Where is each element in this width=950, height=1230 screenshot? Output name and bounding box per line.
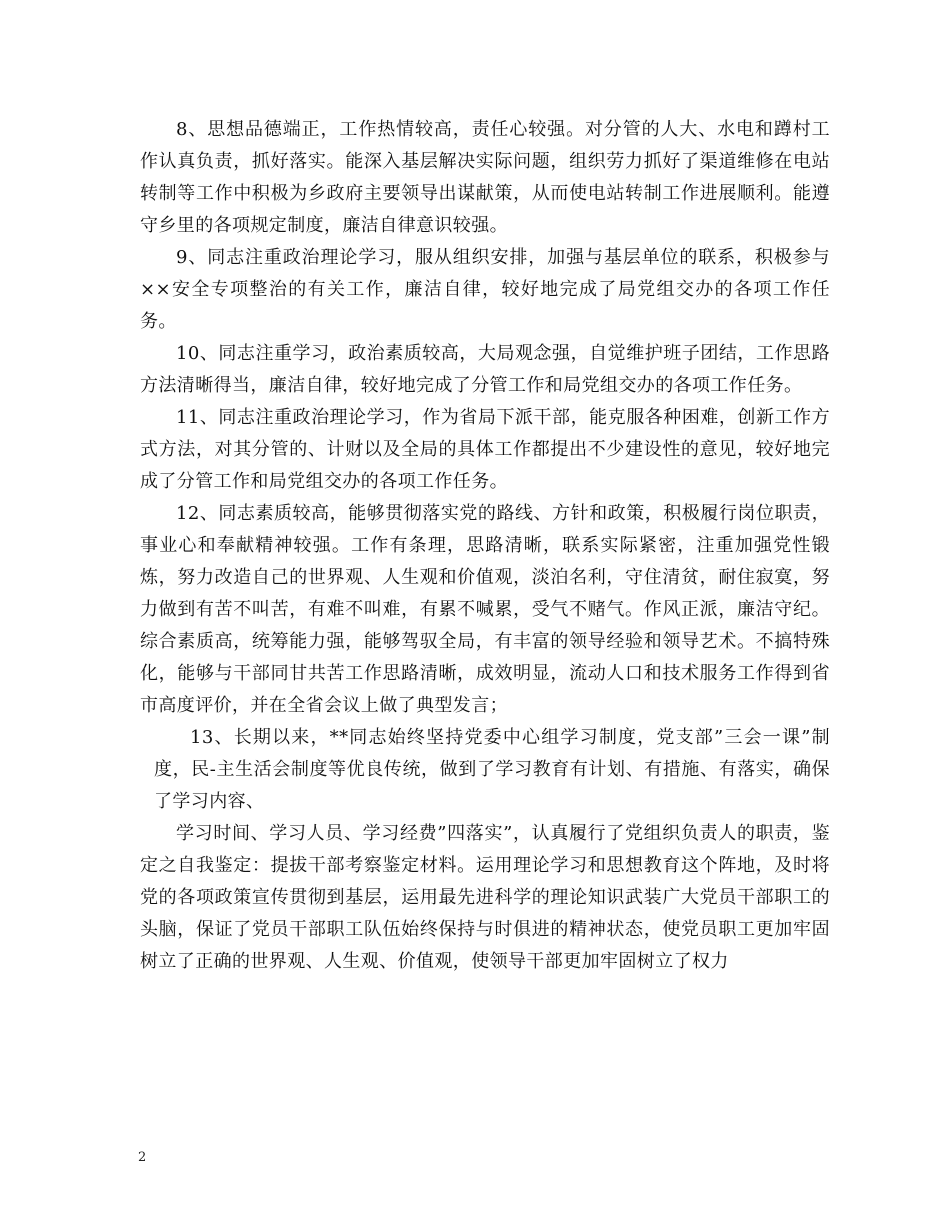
paragraph-12: 12、同志素质较高，能够贯彻落实党的路线、方针和政策，积极履行岗位职责，事业心和奉献精神较强。工作有条理，思路清晰，联系实际紧密，注重加强党性锻炼，努力改造自己的世界观、人生观和价值观，淡泊名利，守住清贫，耐住寂寞，努力做到有苦不叫苦，有难不叫难，有累不喊累，受气不赌气。作风正派，廉洁守纪。综合素质高，统筹能力强，能够驾驭全局，有丰富的领导经验和领导艺术。不搞特殊化，能够与干部同甘共苦工作思路清晰，成效明显，流动人口和技术服务工作得到省市高度评价，并在全省会议上做了典型发言；	[140, 503, 830, 716]
paragraph-13: 13、长期以来，**同志始终坚持党委中心组学习制度，党支部”三会一课”制度，民-主生活会制度等优良传统，做到了学习教育有计划、有措施、有落实，确保了学习内容、	[154, 727, 830, 812]
paragraph-13-continued: 学习时间、学习人员、学习经费”四落实”，认真履行了党组织负责人的职责，鉴定之自我鉴定：提拔干部考察鉴定材料。运用理论学习和思想教育这个阵地，及时将党的各项政策宣传贯彻到基层，运用最先进科学的理论知识武装广大党员干部职工的头脑，保证了党员干部职工队伍始终保持与时俱进的精神状态，使党员职工更加牢固树立了正确的世界观、人生观、价值观，使领导干部更加牢固树立了权力	[140, 823, 830, 972]
document-body	[140, 114, 830, 978]
page-number: 2	[138, 1150, 147, 1165]
paragraph-8: 8、思想品德端正，工作热情较高，责任心较强。对分管的人大、水电和蹲村工作认真负责，抓好落实。能深入基层解决实际问题，组织劳力抓好了渠道维修在电站转制等工作中积极为乡政府主要领导出谋献策，从而使电站转制工作进展顺利。能遵守乡里的各项规定制度，廉洁自律意识较强。	[140, 119, 830, 236]
paragraph-9: 9、同志注重政治理论学习，服从组织安排，加强与基层单位的联系，积极参与××安全专项整治的有关工作，廉洁自律，较好地完成了局党组交办的各项工作任务。	[140, 247, 830, 332]
paragraph-11: 11、同志注重政治理论学习，作为省局下派干部，能克服各种困难，创新工作方式方法，对其分管的、计财以及全局的具体工作都提出不少建设性的意见，较好地完成了分管工作和局党组交办的各项工作任务。	[140, 407, 830, 492]
paragraph-10: 10、同志注重学习，政治素质较高，大局观念强，自觉维护班子团结，工作思路方法清晰得当，廉洁自律，较好地完成了分管工作和局党组交办的各项工作任务。	[140, 343, 830, 396]
